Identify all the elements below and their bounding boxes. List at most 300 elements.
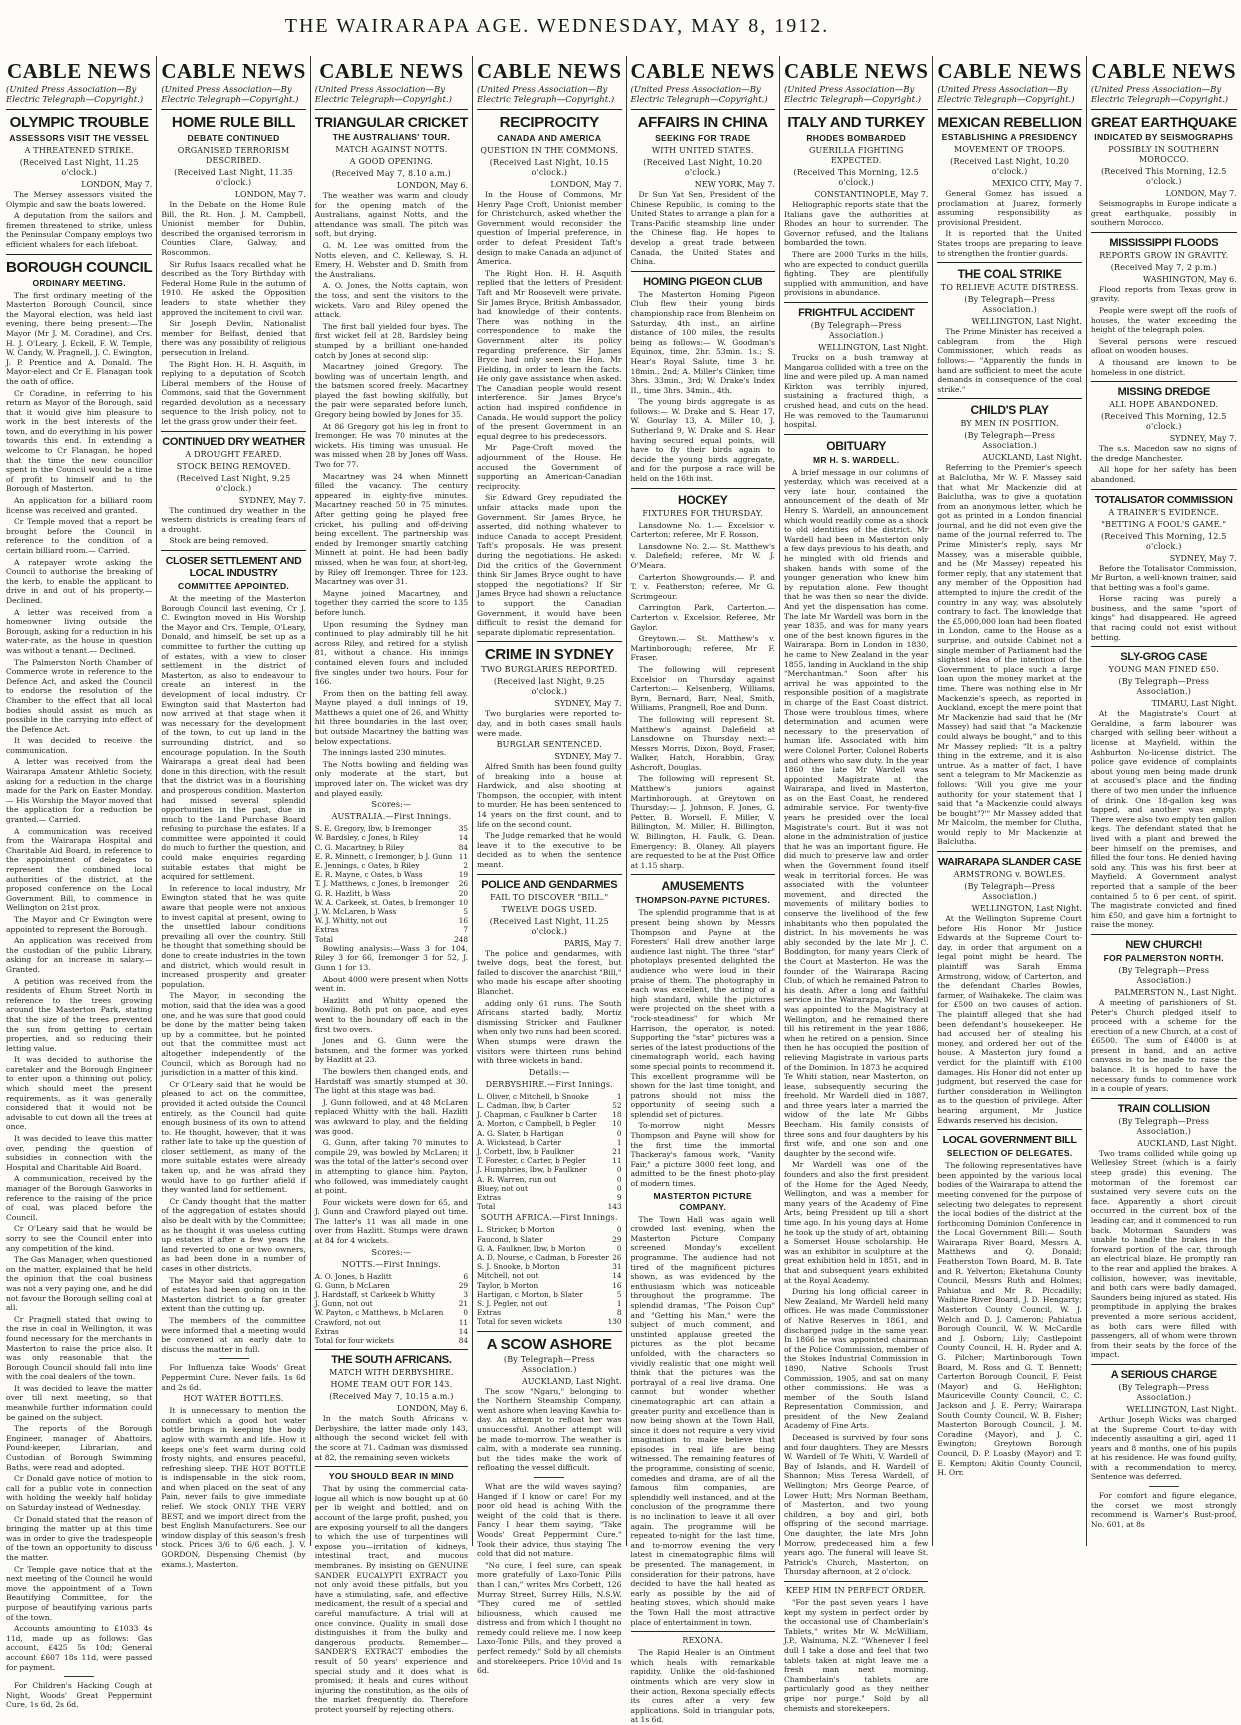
- paragraph: Seismographs in Europe indicate a great earthquake, possibly in southern Morocco.: [1090, 199, 1237, 228]
- paragraph: The first ball yielded four byes. The first wicket fell at 28, Bardsley being stumped by a brilliant one-handed catch by Jones at second slip.: [314, 321, 469, 360]
- score-total-value: 130: [607, 1317, 622, 1327]
- paragraph: Before the Totalisator Commission, Mr Burton, a well-known trainer, said that betting was a fool's game.: [1090, 563, 1237, 592]
- score-row: [477, 1193, 621, 1202]
- paragraph: The following will represent St. Matthew's juniors against Martinborough, at Greytown on Thursday:— J. Johnson, F. Jones, G. Petter, B. Worsell, F. Miller, V. Billington, M. Miller, H. Billington, W. Billington, H. Faulk, G. Dean. Emergency: B. Olaney. All players are requested to be at the Post Office at 1.15 sharp.: [630, 774, 775, 870]
- divider: [937, 398, 1081, 399]
- article-subhead: SELECTION OF DELEGATES.: [946, 1148, 1073, 1159]
- article-headline: A SCOW ASHORE: [486, 1335, 612, 1353]
- divider: [6, 254, 152, 255]
- scores-heading: Details:—: [528, 1067, 570, 1077]
- received-time: (Received Last Night, 11.35 o'clock.): [174, 168, 294, 187]
- score-row: [315, 824, 468, 833]
- paragraph: Mr Page-Croft moved the adjournment of the House. He accused the Government of supporting an American-Canadian reciprocity.: [477, 443, 622, 491]
- received-time: (Received last Night, 9.25 o'clock.): [493, 677, 605, 697]
- divider: [477, 874, 621, 875]
- paragraph: The Mersey assessors visited the Olympic and saw the boats lowered.: [6, 190, 153, 209]
- paragraph: It was decided to leave the matter over till next meeting, so that meanwhile further information could be gained on the subject.: [6, 1383, 153, 1422]
- advertisement: The Rapid Healer is an Ointment which heals with remarkable rapidity. Unlike the old-fashioned ointments which are very slow in their action, Rexona specially effects its cures after a very few applications. Sold in triangular pots, at 1s 6d.: [630, 1648, 775, 1725]
- paragraph: Arthur Joseph Wicks was charged at the Supreme Court to-day with indecently assaulting a girl, aged 11 years and 8 months, one of his pupils at his residence. He was found guilty, with a recommendation to mercy. Sentence was deferred.: [1090, 1414, 1237, 1482]
- divider: [1091, 232, 1237, 233]
- paragraph: Mayne joined Macartney, and together they carried the score to 135 before lunch.: [314, 588, 469, 617]
- divider: [631, 488, 775, 489]
- score-row: [315, 907, 468, 916]
- article-headline: HOME RULE BILL: [171, 114, 296, 131]
- paragraph: The police and gendarmes, with twelve dogs, beat the forest, but failed to discover the anarchist "Bill," who made his escape after shooting Blanchet.: [477, 948, 622, 996]
- paragraph: All hope for her safety has been abandoned.: [1090, 465, 1237, 484]
- article-headline: THE COAL STRIKE: [957, 267, 1062, 282]
- batsman-name: Extras: [314, 925, 339, 935]
- paragraph: Bowling analysis:—Wass 3 for 104, Riley 3 for 66, Iremonger 3 for 52, J. Gunn 1 for 13.: [314, 943, 469, 973]
- scores-title: DERBYSHIRE.—First Innings.: [485, 1079, 613, 1089]
- score-row: [477, 1138, 621, 1147]
- batsman-name: L. Oliver, c Mitchell, b Snooke: [477, 1091, 589, 1101]
- article-subhead: MATCH WITH DERBYSHIRE.: [329, 1368, 454, 1378]
- dateline: SYDNEY, May 7.: [238, 495, 306, 505]
- scorecard: [477, 1225, 621, 1317]
- divider: [631, 874, 775, 875]
- article-subhead: (By Telegraph—Press Association.): [1118, 1382, 1210, 1402]
- divider: [1091, 109, 1237, 110]
- article-subhead: SEEKING FOR TRADE: [655, 133, 751, 143]
- article-headline: SLY-GROG CASE: [1120, 651, 1208, 664]
- article-headline: AMUSEMENTS: [661, 879, 744, 894]
- paragraph: Hazlitt and Whitty opened the bowling. Both put on pace, and eyes went to the boundary off each in the first two overs.: [314, 995, 469, 1034]
- runs-scored: 35: [458, 824, 469, 834]
- batsman-name: W. Bardsley, c Jones, b Riley: [314, 833, 419, 843]
- runs-scored: 11: [458, 851, 469, 861]
- batsman-name: E. R. Mayne, c Oates, b Wass: [314, 870, 423, 880]
- batsman-name: A. O. Jones, b Hazlitt: [314, 1271, 392, 1281]
- score-row: [477, 1281, 621, 1290]
- paragraph: The Right Hon. H. H. Asquith replied that the letters of President Taft and Mr Roosevelt were private. Sir James Bryce, British Ambassador, had knowledge of their contents. There was nothing in the correspondence to make the Government alter its policy regarding preference. Sir James Bryce had only seen the Hon. Mr Fielding, in order to learn the facts. He only gave assistance when asked. The Canadian people would resent interference. Sir James Bryce's action had inspired confidence in Canada. He would support the policy of the present Government in an equal degree to his predecessors.: [477, 268, 622, 441]
- paragraph: It was decided to leave this matter over, pending the question of subsidies in connection with the Hospital and Charitable Aid Board.: [6, 1134, 153, 1172]
- advertisement: For Children's Hacking Cough at Night, Woods' Great Peppermint Cure, 1s 6d, 2s 6d.: [6, 1681, 153, 1710]
- paragraph: adding only 61 runs. The South Africans started badly, Mortiz dismissing Stricker and Faulkner when only two runs had been scored. When stumps were drawn the visitors were thirteen runs behind with three wickets in hand.: [477, 998, 622, 1066]
- paragraph: A letter was received from the Wairarapa Amateur Athletic Society, asking for a reduction in the charge made for the Park on Easter Monday.— His Worship the Mayor moved that the application for a reduction be granted.— Carried.: [6, 757, 153, 825]
- article-headline: TRIANGULAR CRICKET: [314, 114, 469, 130]
- batsman-name: Mitchell, not out: [477, 1271, 539, 1281]
- news-columns: [2, 56, 1237, 1725]
- paragraph: Macartney joined Gregory. The bowling was of uncertain length, and the batsmen scored freely. Macartney played the fast bowling skilfully, but the pair were separated before lunch, Gregory being bowled by Jones for 35.: [314, 362, 469, 420]
- divider: [219, 1358, 249, 1359]
- score-total: [315, 1336, 468, 1345]
- runs-scored: 26: [458, 879, 469, 889]
- dateline: LONDON, May 7.: [550, 180, 622, 189]
- paragraph: The bowlers then changed ends, and Hardstaff was smartly stumped at 30. The light at this stage was bad.: [314, 1066, 469, 1096]
- paragraph: In the Debate on the Home Rule Bill, the Rt. Hon. J. M. Campbell, Unionist member for Dublin, described the organised terrorism in Counties Clare, Galway, and Roscommon.: [161, 200, 306, 257]
- paragraph: A ratepayer wrote asking the Council to authorise the breaking of the kerb, to enable the applicant to drive in and out of his property.— Declined.: [6, 557, 153, 605]
- scores-heading: Scores:—: [371, 1247, 412, 1257]
- paragraph: It was decided to receive the communication.: [6, 736, 153, 755]
- paragraph: Cr Temple moved that a report be brought before the Council in reference to the condition of a certain billiard room.— Carried.: [6, 517, 153, 555]
- article-subhead: ORDINARY MEETING.: [32, 277, 126, 288]
- article-headline: CRIME IN SYDNEY: [484, 646, 614, 664]
- cable-news-heading: CABLE NEWS: [6, 59, 152, 83]
- paragraph: At the Wellington Supreme Court before His Honor Mr Justice Edwards at the Supreme Court to-day, in order that argument on a legal point might be heard. The plaintiff was Sarah Emma Armstrong, widow, of Carterton, and the defendant Charles Bowles, farmer, of Waihakeke. The claim was for £500 on two causes of action. The plaintiff alleged that she had been defendant's housekeeper. He had accused her of stealing his money, and ordered her out of the house. A Masterton jury found a verdict for the plaintiff with £100 damages. His Honor did not enter up judgment, but reserved the case for further consideration in Wellington as to the question of privilege. After hearing argument, Mr Justice Edwards reserved his decision.: [937, 914, 1082, 1125]
- article-subhead: FIXTURES FOR THURSDAY.: [642, 508, 764, 518]
- article-subhead: TWO BURGLARIES REPORTED.: [481, 665, 618, 675]
- paragraph: Cr Donald stated that the reason of bringing the matter up at this time was in order to give the tradespeople of the town an opportunity to discuss the matter.: [6, 1514, 153, 1562]
- dateline: SYDNEY, May 7.: [1169, 553, 1237, 563]
- runs-scored: 6: [463, 1271, 469, 1281]
- article-headline: AFFAIRS IN CHINA: [637, 114, 768, 131]
- paragraph: In the House of Commons, Mr Henry Page Croft, Unionist member for Christchurch, asked whether the Government would reconsider the question of Imperial preference, in order to defeat President Taft's design to make Canada an adjunct of America.: [477, 190, 622, 267]
- advertisement: For comfort and figure elegance, the corset we most strongly recommend is Warner's Rust-proof, No. 601, at 8s: [1090, 1491, 1237, 1529]
- article-headline: RECIPROCITY: [499, 114, 599, 131]
- column-3: [311, 56, 473, 1714]
- divider: [315, 1466, 468, 1467]
- paragraph: The Mayor and Cr Ewington were appointed to represent the Borough.: [6, 914, 153, 934]
- batsman-name: A. R. Warren, run out: [477, 1174, 557, 1184]
- received-time: (Received Last Night, 9.25 o'clock.): [176, 473, 291, 493]
- article-subhead: A THREATENED STRIKE.: [24, 146, 134, 155]
- article-headline: HOCKEY: [677, 492, 728, 507]
- divider: [534, 1477, 564, 1478]
- article-headline: MISSISSIPPI FLOODS: [1109, 236, 1219, 249]
- paragraph: There are 2000 Turks in the hills, who are expected to conduct guerilla fighting. They are plentifully supplied with ammunition, and have provisions in abundance.: [783, 249, 929, 298]
- dateline: AUCKLAND, Last Night.: [1137, 1138, 1237, 1148]
- score-row: [315, 925, 468, 934]
- paragraph: The Notts bowling and fielding was only moderate at the start, but improved later on. The wicket was dry and played easily.: [314, 759, 469, 798]
- paragraph: The Gas Manager, when questioned on the matter, explained that he held the opinion that the coal business was not a very paying one, and he did not favour the Borough selling coal at all.: [6, 1255, 153, 1313]
- score-total-value: 248: [454, 934, 469, 944]
- runs-scored: 20: [458, 888, 469, 898]
- runs-scored: 9: [616, 1192, 622, 1202]
- cable-news-attribution: (United Press Association—By Electric Telegraph—Copyright.): [937, 85, 1075, 105]
- paragraph: The Palmerston North Chamber of Commerce wrote in reference to the Defence Act, and asked the Council to endorse the resolution of the Chamber to the effect that all local bodies should assist as much as possible in the carrying into effect of the Defence Act.: [6, 657, 153, 734]
- article-headline: MISSING DREDGE: [1117, 386, 1210, 399]
- dateline: SYDNEY, May 7.: [1169, 434, 1237, 444]
- paragraph: The splendid programme that is at present being shown by Messrs Thompson and Payne at the Foresters' Hall drew another large audience last night. The three "star" photoplays presented delighted the audience who were loud in their praise of them. The photography in each was excellent, the acting of a high standard, while the pictures were projected on the sheet with a "rock-steadiness" for which Mr Harrison, the operator, is noted. Supporting the "star" pictures was a series of the latest productions of the cinematograph world, each having some special points to recommend it. This excellent programme will be shown for the last time tonight, and patrons should not miss the opportunity of seeing such a splendid set of pictures.: [630, 908, 775, 1119]
- dateline: LONDON, May 7.: [234, 190, 306, 199]
- runs-scored: 7: [463, 925, 469, 935]
- dateline: MEXICO CITY, May 7.: [992, 179, 1082, 188]
- batsman-name: G. Gunn, b McLaren: [314, 1280, 390, 1290]
- article-subhead: MASTERTON PICTURE COMPANY.: [653, 1190, 752, 1212]
- article-subhead: (By Telegraph—Press Association.): [1118, 677, 1210, 697]
- article-subhead: BY MEN IN POSITION.: [960, 419, 1059, 429]
- batsman-name: J. Hardstaff, st Carkeek b Whitty: [314, 1290, 435, 1300]
- runs-scored: 0: [616, 1174, 622, 1184]
- paragraph: The members of the committee were informed that a meeting would be convened at an early date to discuss the matter in full.: [161, 1315, 306, 1354]
- score-row: [315, 1308, 468, 1317]
- batsman-name: J. Humphries, lbw, b Faulkner: [477, 1165, 587, 1175]
- paragraph: A communication, received by the manager of the Borough Gasworks in reference to the raising of the price of coal, was placed before the Council.: [6, 1174, 153, 1222]
- paragraph: In the match South Africans v. Derbyshire, the latter made only 143, although the second wicket fell with the score at 71. Cadman was dismissed at 82, the remaining seven wickets: [314, 1414, 469, 1462]
- advertisement: For Influenza take Woods' Great Peppermint Cure. Never fails. 1s 6d and 2s 6d.: [161, 1363, 306, 1392]
- article-headline: ITALY AND TURKEY: [787, 114, 926, 131]
- score-row: [477, 1156, 621, 1165]
- batsman-name: W. A. Carkeek, st. Oates, b Iremonger: [314, 897, 455, 907]
- score-row: [315, 1281, 468, 1290]
- paragraph: Lansdowne No. 2.— St. Matthew's v. Dalefield; referee, Mr W. J. O'Meara.: [630, 541, 775, 570]
- article-subhead: GUERILLA FIGHTING EXPECTED.: [808, 146, 904, 165]
- paragraph: Cr Candy thought that the matter of the aggregation of estates should also be dealt with by the Committee; as he thought it was useless cutting up estates if after a few years the land reverted to one or two owners, as had been done in a number of cases in other districts.: [161, 1196, 306, 1273]
- batsman-name: L. Stricker, b Morton: [477, 1225, 555, 1235]
- cable-news-heading: CABLE NEWS: [161, 59, 306, 83]
- cable-news-heading: CABLE NEWS: [477, 59, 622, 83]
- batsman-name: Extras: [477, 1192, 502, 1202]
- paragraph: The Mayor, in seconding the motion, said that the idea was a good one, and he was sure that good could be done by the matter being taken up by a committee, but he pointed out that the committee must act altogether independently of the Council, which as Borough had no jurisdiction in a matter of this kind.: [161, 991, 306, 1078]
- score-row: [315, 898, 468, 907]
- advertisement: That by using the commercial cata-logue all which is now bought up at 60 per lb weight and bottled, and on account of the large profit, pushed, you are exposing yourself to all the dangers to which the use of turpentines will expose you—irritation of kidneys, intestinal tract, and mucous membranes. By insisting on GENUINE SANDER EUCALYPTI EXTRACT you not only avoid these pitfalls, but you have a stimulating, safe, and effective medicament, the result of a special and careful manufacture. A trial will at once convince. Quality in small dose distinguishes it from the bulky and dangerous products. Remember—SANDER'S EXTRACT embodies the result of 50 years' experience and special study and it does what is promised; it heals and cures without injuring the constitution, as the oils of the market frequently do. Therefore protect yourself by rejecting others.: [314, 1484, 469, 1714]
- runs-scored: 14: [612, 1271, 622, 1281]
- divider: [631, 271, 775, 272]
- batsman-name: S. J. Snooke, b Morton: [477, 1262, 560, 1272]
- article-subhead: A DROUGHT FEARED.: [185, 449, 282, 459]
- paragraph: A. O. Jones, the Notts captain, won the toss, and sent the visitors to the wickets. Varo and Riley opened the attack.: [314, 281, 469, 320]
- article-subhead: "BETTING A FOOL'S GAME.": [1101, 519, 1227, 529]
- dateline: LONDON, May 6.: [396, 181, 469, 190]
- runs-scored: 11: [458, 1317, 469, 1327]
- article-subhead: INDICATED BY SEISMOGRAPHS: [1094, 132, 1234, 142]
- dateline: LONDON, May 7.: [1165, 189, 1237, 198]
- cable-news-attribution: (United Press Association—By Electric Telegraph—Copyright.): [477, 85, 615, 105]
- scores-title: SOUTH AFRICA.—First Innings.: [480, 1213, 618, 1223]
- paragraph: It is reported that the United States troops are preparing to leave to strengthen the frontier guards.: [937, 229, 1082, 258]
- score-row: [477, 1184, 621, 1193]
- runs-scored: 11: [612, 1156, 622, 1166]
- divider: [937, 109, 1081, 110]
- batsman-name: Faucond, b Slater: [477, 1234, 543, 1244]
- received-time: (Received Last Night, 10.20 o'clock.): [643, 158, 763, 177]
- score-row: [477, 1175, 621, 1184]
- score-row: [477, 1290, 621, 1299]
- cable-news-heading: CABLE NEWS: [1091, 59, 1236, 83]
- paragraph: Sir Edward Grey repudiated the unfair attacks made upon the Government. Sir James Bryce, he asserted, did nothing whatever to induce Canada to accept President Taft's proposals. He was present during the negotiations. He asked: Did the critics of the Government think Sir James Bryce ought to have stopped the negotiations? If Sir James Bryce had shown a reluctance to support the Canadian Government, it would have been difficult to resist the demand for separate diplomatic representation.: [477, 493, 622, 637]
- runs-scored: 2: [463, 861, 469, 871]
- dateline: LONDON, May 7.: [81, 180, 153, 189]
- divider: [1091, 646, 1237, 647]
- article-subhead: DEBATE CONTINUED: [187, 133, 280, 143]
- paragraph: Several persons were rescued afloat on wooden houses.: [1090, 336, 1237, 356]
- score-total-value: 84: [458, 1336, 469, 1346]
- cable-news-attribution: (United Press Association—By Electric Telegraph—Copyright.): [6, 85, 144, 105]
- received-time: (Received This Morning, 12.5 o'clock.): [1100, 531, 1227, 551]
- received-time: (Received Last Night, 10.20 o'clock.): [950, 157, 1070, 176]
- dateline: WELLINGTON, Last Night.: [1126, 1404, 1237, 1414]
- dateline: PALMERSTON N., Last Night.: [1114, 987, 1237, 997]
- article-subhead: MATCH AGAINST NOTTS.: [335, 145, 448, 154]
- article-headline: CLOSER SETTLEMENT AND LOCAL INDUSTRY: [165, 555, 302, 580]
- runs-scored: 21: [458, 1299, 469, 1309]
- divider: [161, 550, 305, 551]
- divider: [1091, 1098, 1237, 1099]
- article-subhead: FAIL TO DISCOVER "BILL.": [490, 892, 609, 902]
- received-time: (Received Last Night, 11.25 o'clock.): [19, 158, 139, 177]
- runs-scored: 29: [612, 1234, 622, 1244]
- score-row: [315, 916, 468, 925]
- paragraph: G. Gunn, after taking 70 minutes to compile 29, was bowled by McLaren; it was the total of the latter's second over in attempting to glance him. Payton, who followed, was immediately caught at point.: [314, 1138, 469, 1196]
- runs-scored: 0: [616, 1225, 622, 1235]
- received-time: (Received May 7, 8.10 a.m.): [331, 169, 451, 178]
- cable-news-attribution: (United Press Association—By Electric Telegraph—Copyright.): [161, 85, 299, 105]
- score-row: [315, 1327, 468, 1336]
- score-row: [315, 1272, 468, 1281]
- article-headline: THE SOUTH AFRICANS.: [331, 1354, 452, 1367]
- paragraph: Flood reports from Texas grow in gravity.: [1090, 284, 1237, 304]
- received-time: (Received This Morning, 12.5 o'clock.): [1100, 167, 1227, 186]
- paragraph: About 4000 were present when Notts went in.: [314, 974, 469, 994]
- batsman-name: A. Morton, c Campbell, b Pegler: [477, 1119, 596, 1129]
- article-headline: TOTALISATOR COMMISSION: [1094, 493, 1233, 506]
- paragraph: The Judge remarked that he would leave it to the executive to be decided as to when the sentence meant.: [477, 831, 622, 870]
- runs-scored: 10: [458, 897, 469, 907]
- runs-scored: 0: [616, 1165, 622, 1175]
- runs-scored: 1: [616, 1091, 622, 1101]
- divider: [631, 1631, 775, 1632]
- article-headline: GREAT EARTHQUAKE: [1090, 114, 1237, 130]
- article-subhead: QUESTION IN THE COMMONS.: [480, 146, 619, 155]
- advertisement-heading: HOT WATER BOTTLES.: [183, 1394, 284, 1404]
- scores-title: AUSTRALIA.—First Innings.: [331, 812, 452, 822]
- cable-news-heading: CABLE NEWS: [937, 59, 1082, 83]
- article-subhead: ORGANISED TERRORISM DESCRIBED.: [177, 146, 290, 165]
- runs-scored: 1: [616, 1299, 622, 1309]
- batsman-name: A. Wickstead, b Carter: [477, 1137, 561, 1147]
- advertisement: "No cure, I feel sure, can speak more gratefully of Laxo-Tonic Pills than I can," writes Mrs Corbett, 126 Murray Street, Surrey Hills, N.S.W. "They cured me of settled biliousness, which caused me distress and from which I thought no remedy could relieve me. I now keep Laxo-Tonic Pills, and they proved a perfect remedy." Sold by all chemists and storekeepers. Price 10½d and 1s 6d.: [477, 1560, 622, 1676]
- paragraph: At 86 Gregory got his leg in front to Iremonger. He was 70 minutes at the wickets. His timing was unusual. He was missed when 28 by Jones off Wass. Two for 77.: [314, 421, 469, 470]
- batsman-name: J. W. McLaren, b Wass: [314, 907, 397, 917]
- score-row: [315, 1318, 468, 1327]
- runs-scored: 10: [612, 1119, 622, 1129]
- cable-news-attribution: (United Press Association—By Electric Telegraph—Copyright.): [314, 85, 452, 105]
- article-subhead: (By Telegraph—Press Association.): [964, 431, 1055, 451]
- paragraph: In reference to local industry, Mr Ewington stated that he was quite aware that people were not anxious to invest capital at present, owing to the unsettled labour conditions prevailing all over the country. Still he thought that something should be done to create industries in the town and district, which would result in increased prosperity and greater population.: [161, 883, 306, 989]
- runs-scored: 16: [458, 916, 469, 926]
- paragraph: At the meeting of the Masterton Borough Council last evening, Cr J. C. Ewington moved in His Worship the Mayor and Crs. Temple, O'Leary, Donald, and himself, be set up as a committee to further the cutting up of estates, with a view to closer settlement in the district of Masterton, as also to endeavour to create an interest in the development of local industry. Cr Ewington said that Masterton had now arrived at that stage when it was necessary for the development of the town, to cut up land in the surrounding district, and so encourage population. In the South Wairarapa a great deal had been done in this direction, with the result that the district was in a flourishing and prosperous condition. Masterton had missed several splendid opportunities in the past, due in much to the Land Purchase Board refusing to purchase the estates. If a committee were appointed it could do much to further the question, and could make enquiries regarding suitable estates that might be acquired for settlement.: [161, 594, 306, 882]
- article-headline: FRIGHTFUL ACCIDENT: [798, 306, 915, 319]
- cable-news-heading: CABLE NEWS: [319, 59, 464, 83]
- article-headline: CHILD'S PLAY: [970, 403, 1049, 418]
- score-total-label: Total for four wickets: [314, 1336, 394, 1346]
- column-7: [933, 56, 1086, 1546]
- score-row: [315, 1290, 468, 1299]
- paragraph: The continued dry weather in the western districts is creating fears of a drought.: [161, 505, 306, 534]
- paragraph: An application for a billiard room license was received and granted.: [6, 496, 153, 515]
- paragraph: A thousand are known to be homeless in one district.: [1090, 357, 1237, 377]
- article-subhead: MOVEMENT OF TROOPS.: [954, 145, 1066, 154]
- batsman-name: W. Payton, c Matthews, b McLaren: [314, 1308, 444, 1318]
- received-time: (Received Last Night, 10.15 o'clock.): [489, 158, 609, 177]
- divider: [1091, 381, 1237, 382]
- score-row: [477, 1253, 621, 1262]
- score-total: [315, 935, 468, 944]
- batsman-name: E. R. Minnett, c Iremonger, b J. Gunn: [314, 851, 453, 861]
- advertisement: What are the wild waves saying? Hanged if I know or care! For my poor old head is aching With the weight of the cold that is there. Fancy I hear them saying, "Take Woods' Great Peppermint Cure." Took their advice, thus staying The cold that did not mature.: [477, 1481, 622, 1559]
- article-subhead: THE AUSTRALIANS' TOUR.: [332, 132, 451, 142]
- dateline: AUCKLAND, Last Night.: [982, 453, 1082, 463]
- runs-scored: 8: [616, 1308, 622, 1318]
- scorecard: [477, 1092, 621, 1202]
- score-row: [477, 1119, 621, 1128]
- runs-scored: 52: [612, 1100, 622, 1110]
- article-subhead: (By Telegraph—Press Association.): [503, 1354, 595, 1374]
- paragraph: Heliographic reports state that the Italians gave the authorities at Rhodes an hour to surrender. The Governor refused, and the Italians bombarded the town.: [783, 200, 929, 248]
- batsman-name: T. J. Matthews, c Jones, b Iremonger: [314, 879, 449, 889]
- runs-scored: 26: [612, 1253, 622, 1262]
- paragraph: Lansdowne No. 1.— Excelsior v. Carterton; referee, Mr F. Rosson.: [630, 520, 775, 540]
- score-row: [477, 1299, 621, 1308]
- runs-scored: 3: [463, 1290, 469, 1300]
- score-row: [477, 1262, 621, 1271]
- runs-scored: 1: [616, 1137, 622, 1147]
- article-headline: MEXICAN REBELLION: [937, 114, 1082, 130]
- cable-news-attribution: (United Press Association—By Electric Telegraph—Copyright.): [1090, 85, 1229, 105]
- score-row: [315, 861, 468, 870]
- article-subhead: WITH UNITED STATES.: [651, 146, 754, 155]
- received-time: (Received This Morning, 12.5 o'clock.): [1100, 412, 1227, 432]
- article-headline: LOCAL GOVERNMENT BILL: [942, 1134, 1077, 1147]
- score-row: [477, 1129, 621, 1138]
- dateline: NEW YORK, May 7.: [694, 180, 775, 189]
- paragraph: Cr Donald gave notice of motion to call for a public vote in connection with holding the weekly half holiday on Saturday instead of Wednesday.: [6, 1474, 153, 1512]
- runs-scored: 14: [458, 1326, 469, 1336]
- score-total: [477, 1202, 621, 1211]
- paragraph: Two trams collided while going up Wellesley Street (which is a fairly steep grade) this evening. The motorman of the foremost car sustained very severe cuts on the face. Apparently a short circuit occurred in the current box of the leading car, and it commenced to run back. Motorman Saunders was unable to handle the brakes in the forward portion of the car, through an electrical blaze. He promptly ran to the rear and applied the brakes. A collision, however, was inevitable, and both cars were badly damaged, Saunders being injured as stated. His promptitude in applying the brakes prevented a more serious accident, as both cars were filled with passengers, all of whom were thrown from their seats by the force of the impact.: [1090, 1148, 1237, 1360]
- paragraph: Carterton Showgrounds.— P. and T. v. Featherston; referee, Mr G. Scrimgeour.: [630, 572, 775, 601]
- dateline: WELLINGTON, Last Night.: [818, 342, 929, 352]
- score-row: [315, 852, 468, 861]
- advertisement-heading: YOU SHOULD BEAR IN MIND: [328, 1471, 454, 1482]
- paragraph: Deceased is survived by four sons and four daughters. They are Messrs W. Wardell of Te Whiti, V. Wardell of Bay of Islands, and H. Wardell of Shannon; Miss Teresa Wardell, of Wellington; Mrs George Pearce, of Lower Hutt; Mrs Norman Beetham, of Masterton, and two young children, a boy and girl, both offspring of the second marriage. One daughter, the late Mrs John Morrow, predeceased him a few years ago. The funeral will leave St. Patrick's Church, Masterton, on Thursday afternoon, at 2 o'clock.: [783, 1433, 929, 1577]
- batsman-name: T. Forester, c Carter, b Pegler: [477, 1156, 586, 1166]
- batsman-name: Hartigan, c Morton, b Slater: [477, 1289, 583, 1299]
- paragraph: A meeting of parishioners of St. Peter's Church pledged itself to proceed with a scheme for the erection of a new Church, at a cost of £6500. The sum of £4000 is at present in hand, and an active canvass is to be made to raise the balance. It is hoped to have the necessary funds to commence work in a couple of years.: [1090, 997, 1237, 1094]
- column-8: [1087, 56, 1241, 1546]
- runs-scored: 0: [463, 1308, 469, 1318]
- divider: [631, 109, 775, 110]
- paragraph: Stock are being removed.: [169, 536, 269, 546]
- batsman-name: A. G. Slater, b Hartigan: [477, 1128, 564, 1138]
- paragraph: The reports of the Borough Engineer, manager of Abattoirs, Pound-keeper, Librarian, and Custodian of Borough Swimming Baths, were read and adopted.: [6, 1424, 153, 1472]
- article-subhead: THOMPSON-PAYNE PICTURES.: [635, 895, 771, 906]
- dateline: SYDNEY, May 7.: [554, 752, 622, 762]
- article-subhead: POSSIBLY IN SOUTHERN MOROCCO.: [1108, 145, 1220, 164]
- score-total-label: Total: [477, 1202, 496, 1212]
- advertisement-heading: REXONA.: [682, 1636, 724, 1646]
- divider: [477, 641, 621, 642]
- paragraph: A brief message in our columns of yesterday, which was received at a very late hour, contained the announcement of the death of Mr Henry S. Wardell, an announcement which would readily come as a shock to old identities of the district. Mr Wardell had been in Masterton only a few days previous to his death, and he mingled with old friends and shaken hands with some of the younger generation who knew him by reputation alone. Few thought that he was then so near the divide. And yet the dispensation has come. The late Mr Wardell was born in the year 1835, and was for many years one of the best known figures in the Wairarapa. Born in London in 1830, he came to New Zealand in the year 1855, landing in Auckland in the ship "Merchantman." Soon after his arrival he was appointed to the responsible position of a magistrate in charge of the East Coast district. Those were troublous times, where determination and acumen were necessary to the preservation of human life. Associated with him were Colonel Porter, Colonel Roberts and others who saw duty. In the year 1860 the late Mr Wardell was appointed Magistrate at the Wairarapa, and lived in Masterton, as on the East Coast, he rendered admirable service. For twenty-five years he presided over the local Magistrate's court. But it was not alone in the administration of justice that he was an important figure. He did much to preserve law and order when the Government found itself weak in territorial forces. He was associated with the volunteer movement, and directed the movements of military bodies to conserve the livelihood of the few inhabitants who then populated the district. In his movements he was ably seconded by the late Mr J. C. Boddington, for many years Clerk of the Court at Masterton. He was the founder of the Wairarapa Racing Club, of which he remained Patron to his death. After a long and faithful service in the Wairarapa, Mr Wardell was appointed to the Magistracy at Wellington, and he remained there till his retirement in the year 1886, when he retired on a pension. Since then he has occupied the position of relieving Magistrate in various parts of the Dominion. In 1873 he acquired Te Whiti station, near Masterton, on lease, subsequently securing the freehold. Mr Wardell died in 1887, and three years later a married the widow of the late Mr Gibbs Beecham. His family consists of three sons and four daughters by his first wife, and one son and one daughter by the second wife.: [783, 467, 929, 1158]
- paragraph: Two burglaries were reported to-day, and in both cases small hauls were made.: [477, 709, 622, 738]
- paragraph: It was decided to authorise the caretaker and the Borough Engineer to enter upon a thinning out policy, which should meet the present requirements, as it was generally considered that it would not be advisable to cut down all the trees at once.: [6, 1055, 153, 1132]
- batsman-name: Extras: [477, 1308, 502, 1318]
- paragraph: A deputation from the sailors and firemen threatened to strike, unless the Peninsular Company employs two efficient whalers for each lifeboat.: [6, 211, 153, 249]
- batsman-name: S. J. Pegler, not out: [477, 1299, 548, 1309]
- score-row: [315, 879, 468, 888]
- article-subhead: ESTABLISHING A PRESIDENCY: [941, 132, 1078, 142]
- paragraph: Cr O'Leary said that he would be sorry to see the Council enter into any competition of the kind.: [6, 1224, 153, 1253]
- article-headline: HOMING PIGEON CLUB: [643, 275, 763, 288]
- divider: [161, 431, 305, 432]
- paragraph: General Gomez has issued a proclamation at Juarez, formerly assuming responsibility as provisional President.: [937, 189, 1082, 227]
- article-headline: TRAIN COLLISION: [1117, 1102, 1210, 1115]
- score-row: [477, 1235, 621, 1244]
- paragraph: The s.s. Macedon saw no signs of the dredge Manchester.: [1090, 444, 1237, 463]
- paragraph: Mr Wardell was one of the founders and also the first president of the Home for the Aged Needy, Wellington, and was a member for many years of the Academy of Fine Arts, being President up till a short time ago. In his young days at Home he took up the study of art, obtaining a Somerset House scholarship. He was an exhibitor in sculpture at the great exhibition held in 1851, and in that and subsequent years exhibited at the Royal Academy.: [783, 1160, 929, 1285]
- score-row: [315, 870, 468, 879]
- runs-scored: 5: [463, 907, 469, 917]
- paragraph: Dr Sun Yat Sen, President of the Chinese Republic, is coming to the United States to arrange a plan for a Trans-Pacific steamship line under the Chinese flag. He hopes to develop a great trade between Canada, the United States and China.: [630, 190, 775, 267]
- article-subhead: TWELVE DOGS USED.: [501, 904, 597, 914]
- article-subhead: (By Telegraph—Press Association.): [810, 320, 902, 340]
- batsman-name: S. E. Gregory, lbw, b Iremonger: [314, 824, 432, 834]
- runs-scored: 0: [616, 1243, 622, 1253]
- divider: [161, 109, 305, 110]
- column-5: [627, 56, 780, 1725]
- batsman-name: Extras: [314, 1326, 339, 1336]
- score-row: [477, 1244, 621, 1253]
